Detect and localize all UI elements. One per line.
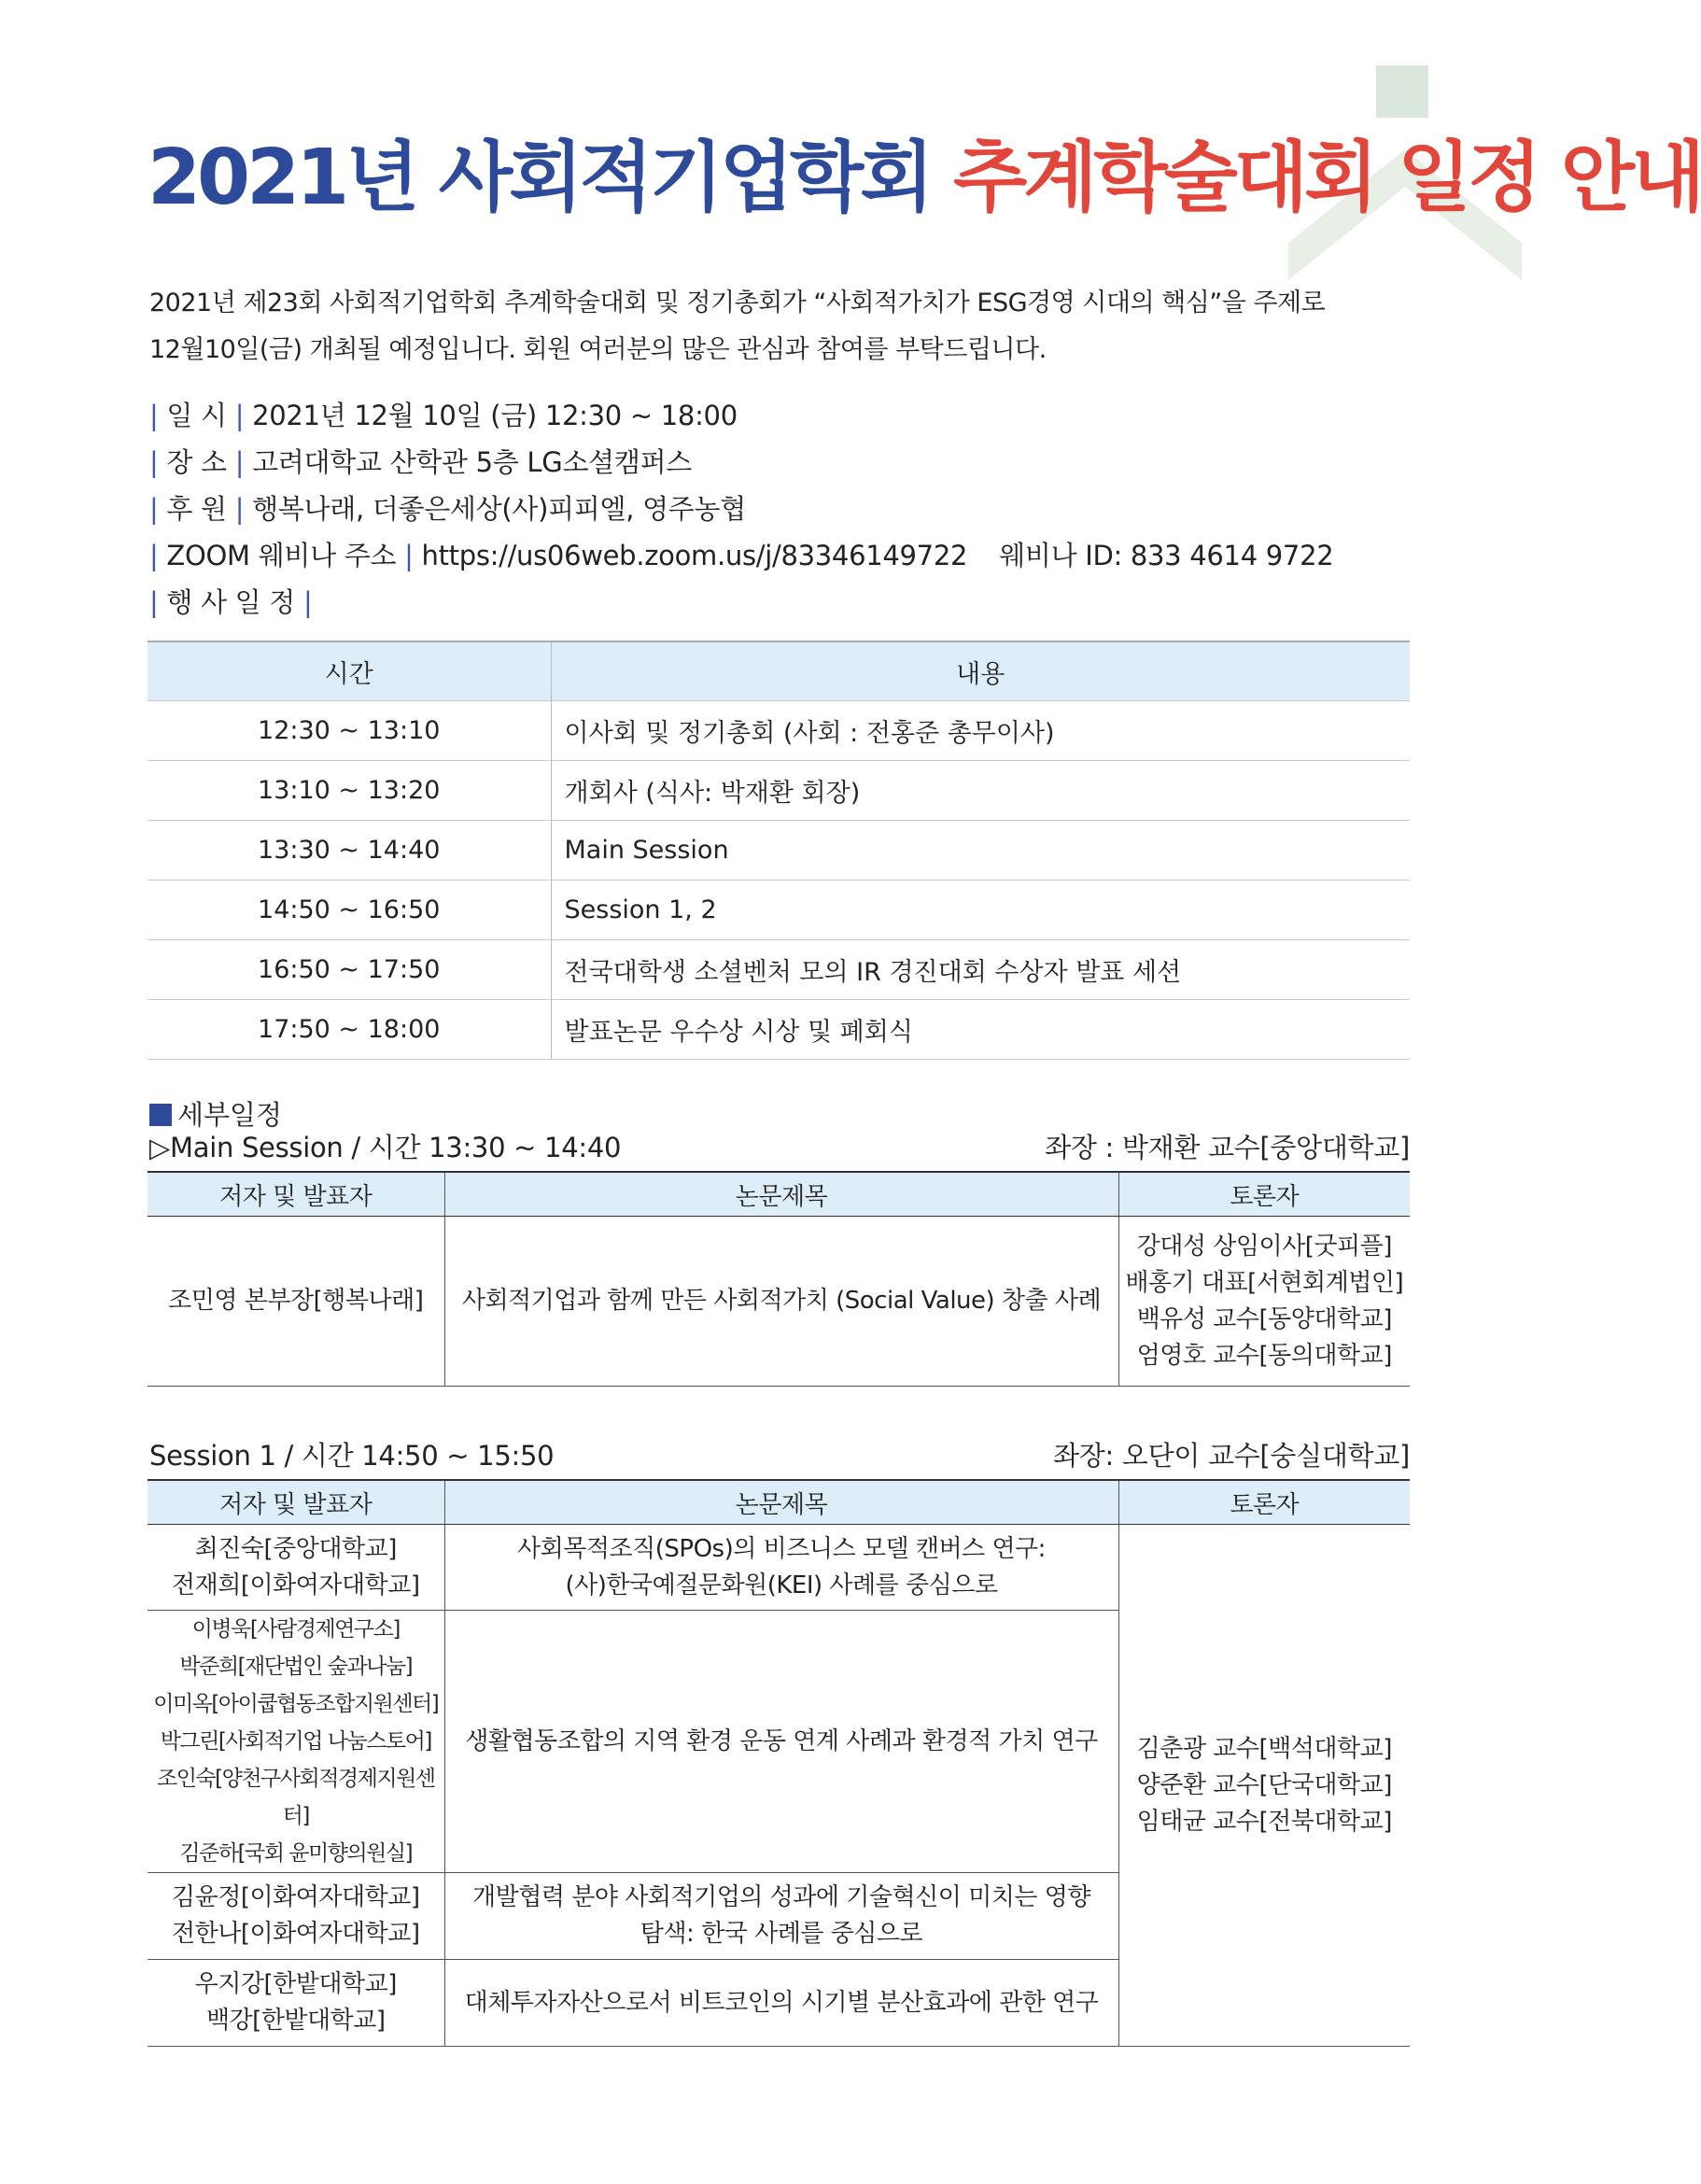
discussant: 강대성 상임이사[굿피플] xyxy=(1136,1232,1392,1261)
session1-table xyxy=(148,1479,1410,2047)
main-session-table xyxy=(148,1171,1410,1387)
discussant: 배홍기 대표[서현회계법인] xyxy=(1125,1268,1404,1297)
paper-authors xyxy=(148,1611,444,1873)
table-row xyxy=(148,761,1410,821)
discussant: 엄영호 교수[동의대학교] xyxy=(1136,1341,1392,1370)
info-place: | 장 소 | 고려대학교 산학관 5층 LG소셜캠퍼스 xyxy=(149,446,693,478)
main-session-title: ▷Main Session / 시간 13:30 ~ 14:40 xyxy=(149,1132,622,1163)
author: 조인숙[양천구사회적경제지원센터] xyxy=(156,1767,435,1828)
intro-line-1: 2021년 제23회 사회적기업학회 추계학술대회 및 정기총회가 “사회적가치가 ESG경영 시대의 핵심”을 주제로 xyxy=(149,289,1326,317)
info-sponsor: | 후 원 | 행복나래, 더좋은세상(사)피피엘, 영주농협 xyxy=(149,493,746,525)
zoom-link[interactable]: https://us06web.zoom.us/j/83346149722 xyxy=(421,540,968,571)
info-date: | 일 시 | 2021년 12월 10일 (금) 12:30 ~ 18:00 xyxy=(149,400,738,431)
detail-heading-text: 세부일정 xyxy=(177,1099,283,1131)
intro-line-2: 12월10일(금) 개최될 예정입니다. 회원 여러분의 많은 관심과 참여를 부탁드립니다. xyxy=(149,335,1047,364)
table-row xyxy=(148,940,1410,1000)
schedule-header-time: 시간 xyxy=(148,641,551,701)
schedule-content: 개회사 (식사: 박재환 회장) xyxy=(551,761,1410,821)
session1-discussants xyxy=(1118,1525,1410,2047)
schedule-header-content: 내용 xyxy=(551,641,1410,701)
session1-chair: 좌장: 오단이 교수[숭실대학교] xyxy=(1053,1440,1410,1472)
paper-authors xyxy=(148,1960,444,2047)
info-zoom: | ZOOM 웨비나 주소 | https://us06web.zoom.us/j/83346149722 웨비나 ID: 833 4614 9722 xyxy=(149,540,1334,571)
paper-title-line: 탐색: 한국 사례를 중심으로 xyxy=(640,1920,923,1948)
table-row xyxy=(148,881,1410,940)
paper-title-line: 개발협력 분야 사회적기업의 성과에 기술혁신이 미치는 영향 xyxy=(472,1883,1090,1911)
schedule-time: 13:10 ~ 13:20 xyxy=(148,761,551,821)
schedule-time: 17:50 ~ 18:00 xyxy=(148,1000,551,1060)
paper-title xyxy=(444,1873,1118,1960)
author: 우지강[한밭대학교] xyxy=(194,1970,397,1998)
header-authors: 저자 및 발표자 xyxy=(148,1480,444,1525)
paper-title xyxy=(444,1525,1118,1611)
info-sponsor-value: 행복나래, 더좋은세상(사)피피엘, 영주농협 xyxy=(252,493,746,525)
info-zoom-label: ZOOM 웨비나 주소 xyxy=(166,540,397,571)
discussant: 백유성 교수[동양대학교] xyxy=(1136,1304,1392,1333)
schedule-content: Session 1, 2 xyxy=(551,881,1410,940)
paper-title-line: 사회목적조직(SPOs)의 비즈니스 모델 캔버스 연구: xyxy=(517,1534,1046,1563)
schedule-content: 전국대학생 소셜벤처 모의 IR 경진대회 수상자 발표 세션 xyxy=(551,940,1410,1000)
header-paper-title: 논문제목 xyxy=(444,1172,1118,1217)
schedule-content: Main Session xyxy=(551,821,1410,881)
schedule-time: 13:30 ~ 14:40 xyxy=(148,821,551,881)
author: 이병욱[사람경제연구소] xyxy=(191,1617,400,1642)
main-paper-title: 사회적기업과 함께 만든 사회적가치 (Social Value) 창출 사례 xyxy=(444,1217,1118,1387)
author: 전재희[이화여자대학교] xyxy=(172,1571,420,1599)
intro-paragraph xyxy=(149,280,1419,373)
discussant: 임태균 교수[전북대학교] xyxy=(1136,1807,1392,1836)
info-date-value: 2021년 12월 10일 (금) 12:30 ~ 18:00 xyxy=(252,400,738,431)
schedule-time: 16:50 ~ 17:50 xyxy=(148,940,551,1000)
session1-line xyxy=(149,1435,1410,1473)
info-place-value: 고려대학교 산학관 5층 LG소셜캠퍼스 xyxy=(252,446,693,478)
main-session-chair: 좌장 : 박재환 교수[중앙대학교] xyxy=(1045,1132,1410,1163)
author: 박그린[사회적기업 나눔스토어] xyxy=(160,1729,431,1754)
main-session-line xyxy=(149,1127,1410,1165)
table-row xyxy=(148,821,1410,881)
author: 김준하[국회 윤미향의원실] xyxy=(179,1841,413,1866)
paper-title-line: (사)한국예절문화원(KEI) 사례를 중심으로 xyxy=(565,1571,998,1599)
schedule-table xyxy=(148,641,1410,1060)
session1-header-row xyxy=(148,1480,1410,1525)
page-title xyxy=(148,134,1701,222)
header-authors: 저자 및 발표자 xyxy=(148,1172,444,1217)
header-discussants: 토론자 xyxy=(1118,1172,1410,1217)
author: 이미옥[아이쿱협동조합지원센터] xyxy=(153,1692,439,1716)
discussant: 양준환 교수[단국대학교] xyxy=(1136,1770,1392,1799)
paper-title-line: 생활협동조합의 지역 환경 운동 연계 사례과 환경적 가치 연구 xyxy=(465,1726,1098,1755)
schedule-content: 이사회 및 정기총회 (사회 : 전홍준 총무이사) xyxy=(551,701,1410,761)
info-date-label: 일 시 xyxy=(166,400,227,431)
paper-title xyxy=(444,1611,1118,1873)
author: 전한나[이화여자대학교] xyxy=(172,1920,420,1948)
schedule-time: 12:30 ~ 13:10 xyxy=(148,701,551,761)
discussant: 김춘광 교수[백석대학교] xyxy=(1136,1734,1392,1763)
author: 김윤정[이화여자대학교] xyxy=(172,1883,420,1911)
page-title-part1: 2021년 사회적기업학회 xyxy=(148,134,931,222)
main-session-header-row xyxy=(148,1172,1410,1217)
author: 백강[한밭대학교] xyxy=(205,2007,386,2035)
table-row xyxy=(148,1525,1410,1611)
info-schedule-label: | 행 사 일 정 | xyxy=(149,586,313,618)
main-discussants xyxy=(1118,1217,1410,1387)
paper-title xyxy=(444,1960,1118,2047)
info-sponsor-label: 후 원 xyxy=(166,493,227,525)
square-bullet-icon xyxy=(149,1104,172,1126)
schedule-content: 발표논문 우수상 시상 및 폐회식 xyxy=(551,1000,1410,1060)
page-title-part2: 추계학술대회 일정 안내 xyxy=(953,134,1701,222)
event-info xyxy=(149,392,1456,626)
table-row xyxy=(148,1000,1410,1060)
author: 최진숙[중앙대학교] xyxy=(194,1534,397,1563)
info-schedule-label-text: 행 사 일 정 xyxy=(166,586,296,618)
main-presenter: 조민영 본부장[행복나래] xyxy=(148,1217,444,1387)
table-row xyxy=(148,1217,1410,1387)
info-place-label: 장 소 xyxy=(166,446,227,478)
paper-authors xyxy=(148,1873,444,1960)
schedule-header-row xyxy=(148,641,1410,701)
author: 박준희[재단법인 숲과나눔] xyxy=(179,1655,413,1679)
paper-authors xyxy=(148,1525,444,1611)
header-discussants: 토론자 xyxy=(1118,1480,1410,1525)
header-paper-title: 논문제목 xyxy=(444,1480,1118,1525)
session1-title: Session 1 / 시간 14:50 ~ 15:50 xyxy=(149,1440,555,1472)
table-row xyxy=(148,701,1410,761)
schedule-time: 14:50 ~ 16:50 xyxy=(148,881,551,940)
decor-square xyxy=(1376,65,1428,118)
paper-title-line: 대체투자자산으로서 비트코인의 시기별 분산효과에 관한 연구 xyxy=(464,1988,1099,2017)
zoom-webinar-id: 웨비나 ID: 833 4614 9722 xyxy=(999,540,1334,571)
